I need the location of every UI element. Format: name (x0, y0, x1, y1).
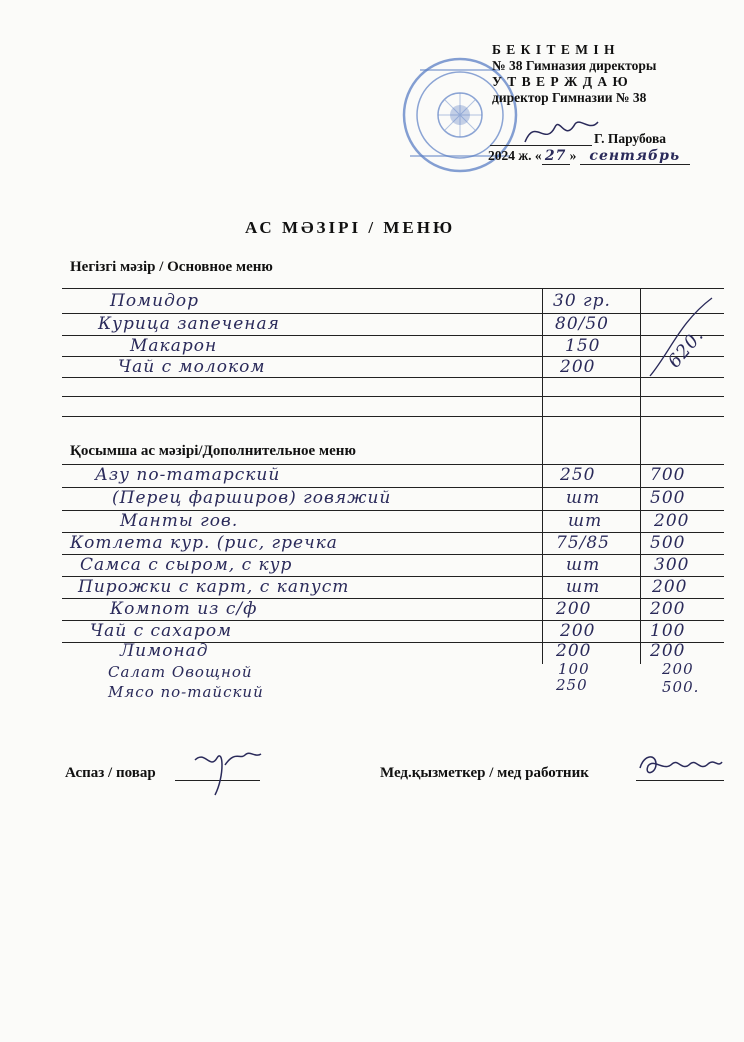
extra-item-price: 200 (650, 599, 686, 619)
main-item-name: Помидор (110, 291, 199, 311)
extra-item-amount: шт (566, 555, 601, 575)
extra-item-name: (Перец фарширов) говяжий (112, 488, 392, 508)
main-item-name: Чай с молоком (118, 357, 266, 377)
extra-menu-heading: Қосымша ас мәзірі/Дополнительное меню (70, 443, 356, 459)
main-item-amount: 30 гр. (553, 291, 611, 311)
extra-item-name: Мясо по-тайский (108, 683, 264, 701)
extra-item-amount: 250 (560, 465, 596, 485)
extra-item-price: 300 (654, 555, 690, 575)
extra-item-amount: 200 (556, 599, 592, 619)
extra-item-price: 200 (650, 641, 686, 661)
main-item-amount: 150 (565, 336, 601, 356)
extra-item-price: 500 (650, 533, 686, 553)
extra-item-price: 500 (650, 488, 686, 508)
extra-item-name: Компот из с/ф (110, 599, 258, 619)
extra-item-price: 500. (662, 678, 700, 696)
director-signature (520, 112, 600, 152)
approval-name: Г. Парубова (594, 131, 666, 146)
extra-item-amount: 200 (556, 641, 592, 661)
main-item-amount: 80/50 (555, 314, 609, 334)
approval-block (492, 42, 656, 106)
extra-item-price: 200 (654, 511, 690, 531)
extra-item-amount: 250 (556, 676, 588, 694)
approval-kz-title: Б Е К І Т Е М І Н (492, 42, 616, 57)
main-item-name: Макарон (130, 336, 218, 356)
main-menu-price: 620. (663, 324, 709, 373)
extra-item-price: 100 (650, 621, 686, 641)
extra-item-price: 700 (650, 465, 686, 485)
extra-item-name: Чай с сахаром (90, 621, 233, 641)
approval-ru-director: директор Гимназии № 38 (492, 90, 647, 105)
extra-item-price: 200 (652, 577, 688, 597)
extra-item-amount: 100 (558, 660, 590, 678)
extra-item-name: Манты гов. (120, 511, 239, 531)
date-close: » (569, 148, 577, 163)
approval-date (488, 148, 690, 165)
approval-ru-title: У Т В Е Р Ж Д А Ю (492, 74, 629, 89)
extra-item-name: Пирожки с карт, с капуст (78, 577, 350, 597)
extra-item-amount: шт (566, 488, 601, 508)
extra-item-name: Котлета кур. (рис, гречка (70, 533, 338, 553)
extra-item-name: Азу по-татарский (95, 465, 281, 485)
extra-item-price: 200 (662, 660, 694, 678)
extra-item-amount: шт (568, 511, 603, 531)
cook-signature (185, 730, 265, 800)
extra-item-name: Самса с сыром, с кур (80, 555, 293, 575)
date-prefix: 2024 ж. « (488, 148, 542, 163)
main-menu-heading: Негізгі мәзір / Основное меню (70, 259, 273, 275)
extra-item-amount: шт (566, 577, 601, 597)
cook-label (65, 765, 156, 782)
approval-kz-director: № 38 Гимназия директоры (492, 58, 657, 73)
main-item-name: Курица запеченая (98, 314, 280, 334)
med-label (380, 765, 589, 782)
med-label-text: Мед.қызметкер / мед работник (380, 765, 589, 781)
cook-label-text: Аспаз / повар (65, 765, 156, 781)
med-signature (634, 750, 724, 782)
extra-item-name: Салат Овощной (108, 663, 253, 681)
extra-item-amount: 75/85 (556, 533, 610, 553)
extra-item-name: Лимонад (120, 641, 209, 661)
date-day: 27 (542, 148, 570, 165)
page-title: АС МӘЗІРІ / МЕНЮ (245, 218, 456, 237)
main-item-amount: 200 (560, 357, 596, 377)
extra-item-amount: 200 (560, 621, 596, 641)
date-month: сентябрь (580, 148, 690, 165)
